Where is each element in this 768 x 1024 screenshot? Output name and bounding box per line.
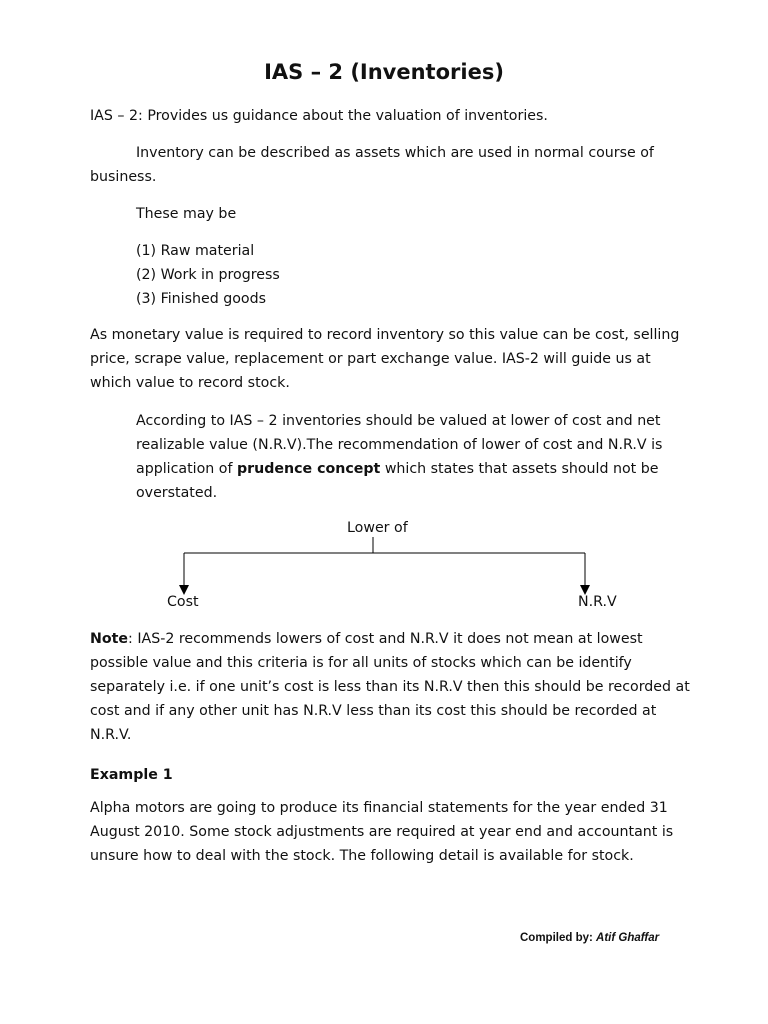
monetary-value-paragraph: As monetary value is required to record inventory so this value can be cost, selling price, scrape value, replacement or part exchange value. IAS-2 will guide us at which value to record stock. [90, 327, 680, 391]
diagram-nrv-label: N.R.V [578, 594, 617, 610]
ias2-paragraph [136, 409, 676, 505]
diagram-cost-label: Cost [167, 594, 199, 610]
list-item: (3) Finished goods [136, 291, 267, 307]
footer-credit [520, 932, 659, 944]
list-intro: These may be [136, 206, 237, 222]
ias2-text-after: which states that assets should not be overstated. [136, 461, 659, 501]
lower-of-diagram [0, 515, 768, 620]
list-item: (2) Work in progress [136, 267, 280, 283]
note-text: : IAS-2 recommends lowers of cost and N.R.V it does not mean at lowest possible value and this criteria is for all units of stocks which can be identify separately i.e. if one unit’s cost is less than its N.R.V then this should be recorded at cost and if any other unit has N.R.V less than its cost this should be recorded at N.R.V. [90, 631, 690, 743]
note-label: Note [90, 631, 129, 647]
footer-author: Atif Ghaffar [596, 932, 660, 944]
intro-paragraph: IAS – 2: Provides us guidance about the valuation of inventories. [90, 108, 548, 124]
inventory-types-list [136, 239, 280, 311]
list-item: (1) Raw material [136, 243, 255, 259]
page-title: IAS – 2 (Inventories) [264, 60, 504, 84]
definition-paragraph: Inventory can be described as assets which are used in normal course of business. [90, 145, 654, 185]
example-paragraph: Alpha motors are going to produce its financial statements for the year ended 31 August 2010. Some stock adjustments are required at year end and accountant is unsure how to deal with the stock. The following detail is available for stock. [90, 800, 674, 864]
ias2-text-before: According to IAS – 2 inventories should be valued at lower of cost and net realizable value (N.R.V).The recommendation of lower of cost and N.R.V is application of [136, 413, 663, 477]
prudence-concept-term: prudence concept [236, 461, 381, 477]
note-paragraph [90, 627, 690, 747]
footer-label: Compiled by: [520, 932, 597, 944]
diagram-connector [0, 537, 768, 617]
example-heading: Example 1 [90, 767, 173, 783]
diagram-top-label: Lower of [347, 520, 408, 536]
